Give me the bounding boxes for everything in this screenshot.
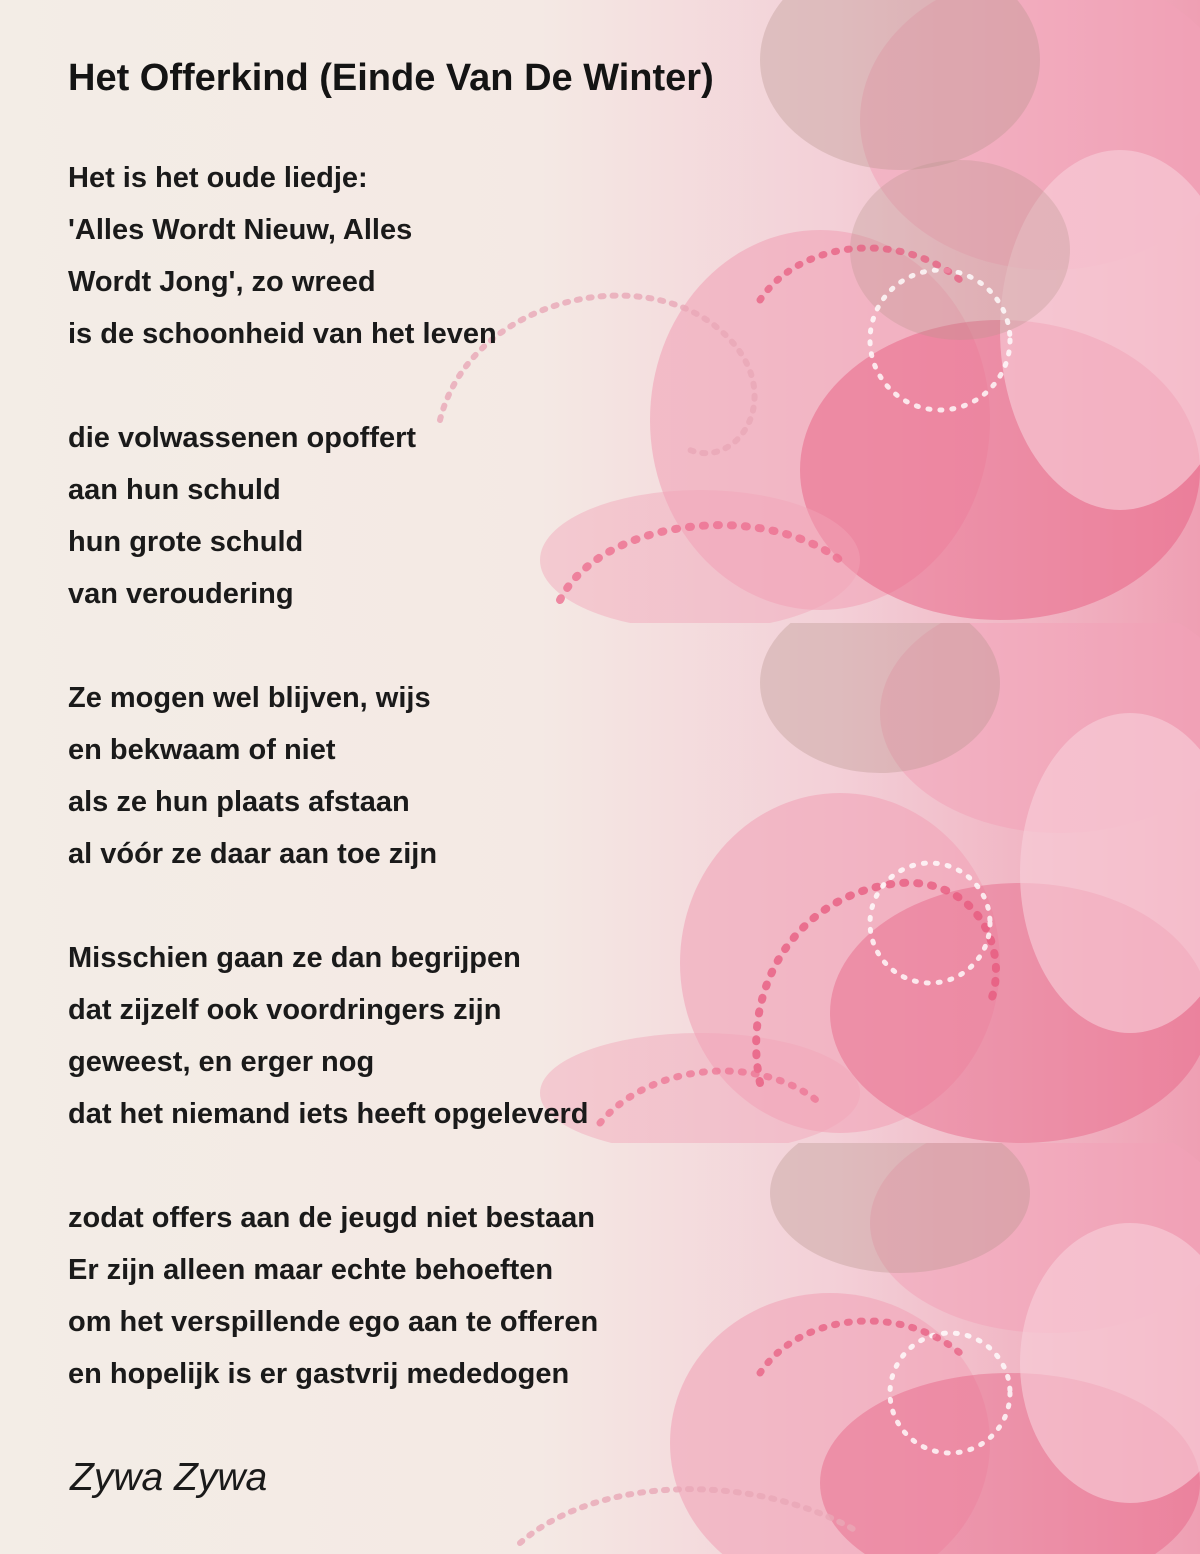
poem-line: Wordt Jong', zo wreed	[68, 266, 376, 298]
poem-line: als ze hun plaats afstaan	[68, 786, 410, 818]
poem-line: om het verspillende ego aan te offeren	[68, 1306, 599, 1338]
poem-line: geweest, en erger nog	[68, 1046, 375, 1078]
poem-line: Er zijn alleen maar echte behoeften	[68, 1254, 554, 1286]
stanza	[68, 932, 968, 1140]
poem-line: en bekwaam of niet	[68, 734, 336, 766]
poem-line: dat het niemand iets heeft opgeleverd	[68, 1098, 589, 1130]
poem-line: en hopelijk is er gastvrij mededogen	[68, 1358, 570, 1390]
poem-body	[68, 152, 968, 1452]
poem-line: is de schoonheid van het leven	[68, 318, 497, 350]
stanza	[68, 672, 968, 880]
poem-line: 'Alles Wordt Nieuw, Alles	[68, 214, 413, 246]
poem-title: Het Offerkind (Einde Van De Winter)	[68, 57, 714, 99]
stanza	[68, 1192, 968, 1400]
stanza	[68, 152, 968, 360]
poem-line: Het is het oude liedje:	[68, 162, 368, 194]
poem-line: die volwassenen opoffert	[68, 422, 417, 454]
poem-line: van veroudering	[68, 578, 294, 610]
poem-line: zodat offers aan de jeugd niet bestaan	[68, 1202, 595, 1234]
poem-line: dat zijzelf ook voordringers zijn	[68, 994, 502, 1026]
poem-line: al vóór ze daar aan toe zijn	[68, 838, 438, 870]
poem-line: Ze mogen wel blijven, wijs	[68, 682, 431, 714]
poem-author: Zywa Zywa	[70, 1456, 268, 1499]
poem-line: hun grote schuld	[68, 526, 304, 558]
poem-line: Misschien gaan ze dan begrijpen	[68, 942, 521, 974]
poem-line: aan hun schuld	[68, 474, 281, 506]
stanza	[68, 412, 968, 620]
